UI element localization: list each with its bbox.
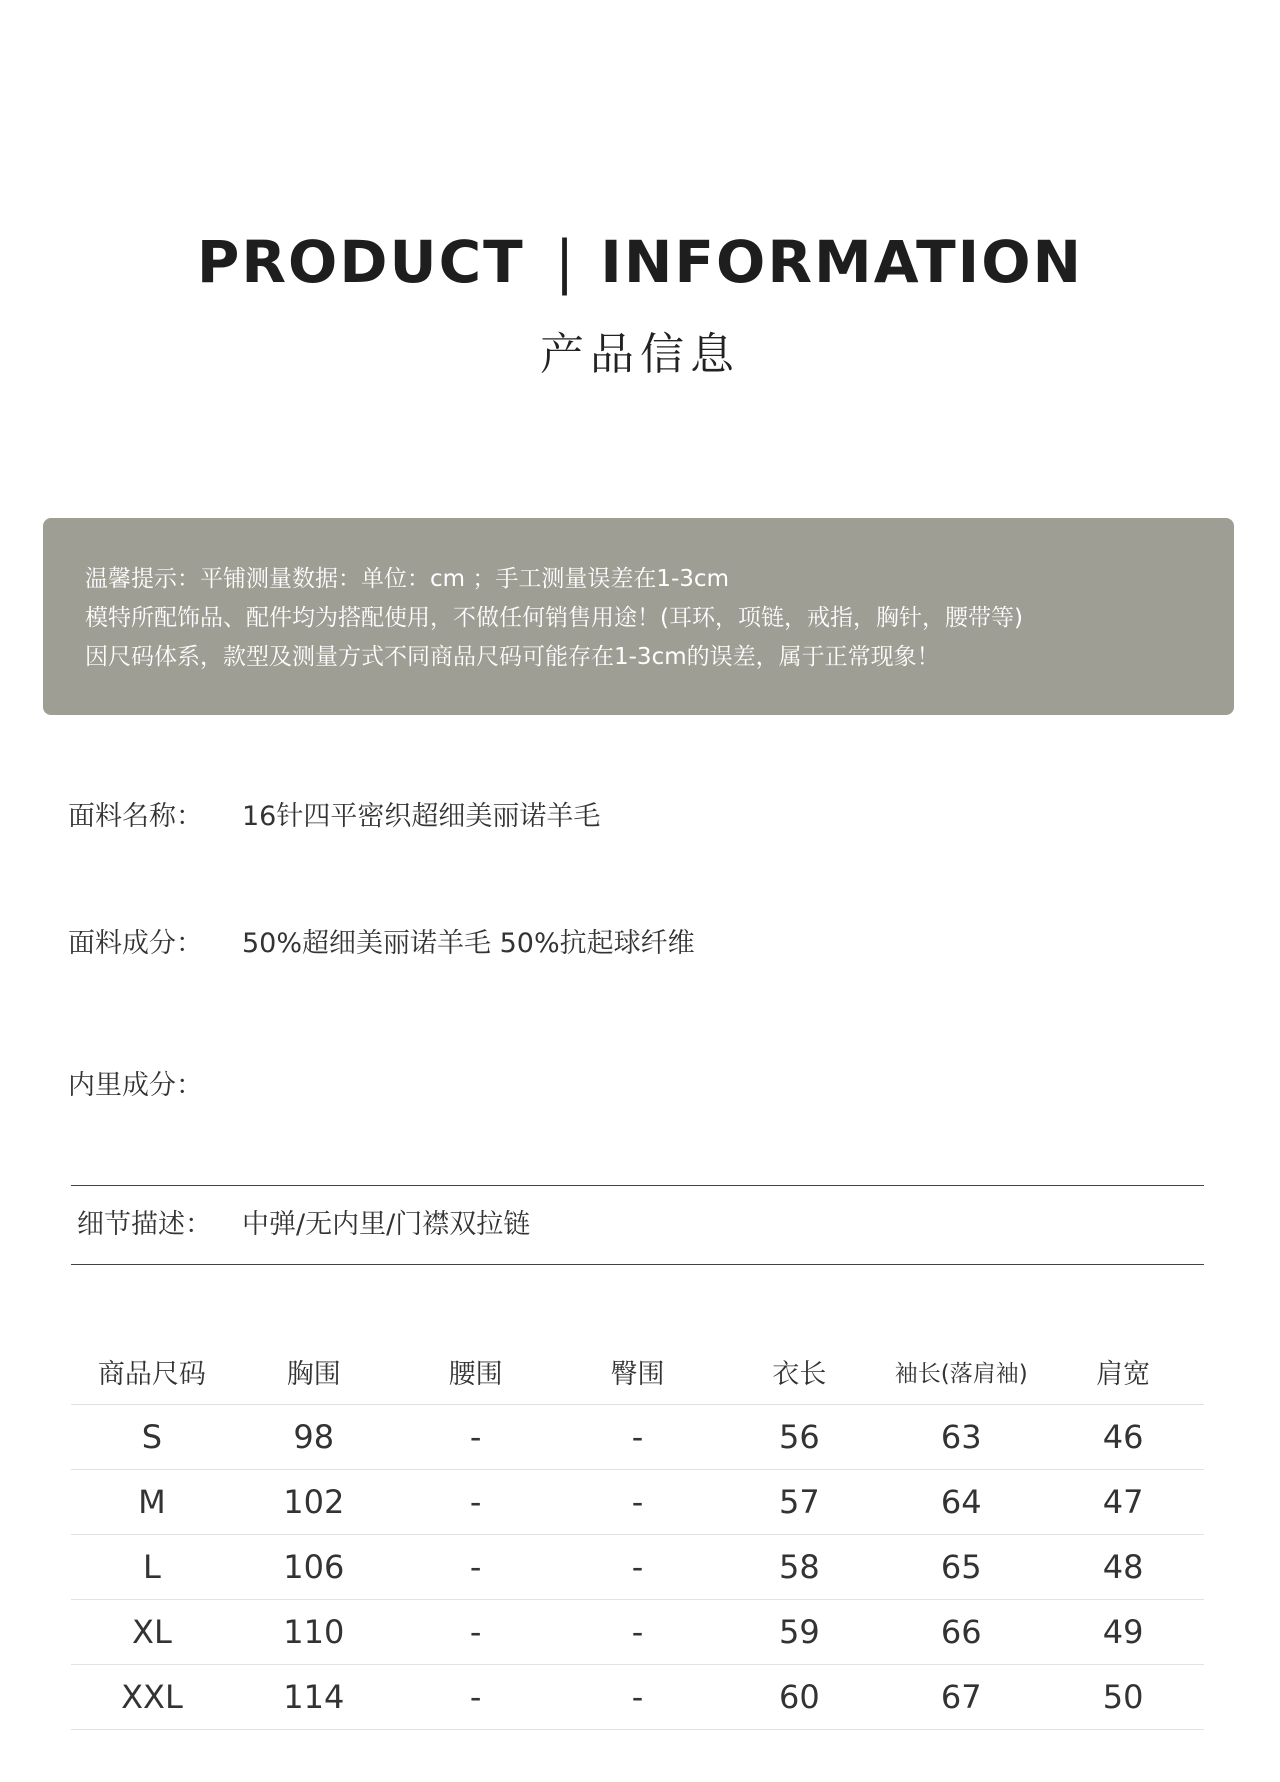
cell-size: S bbox=[141, 1418, 163, 1456]
spec-label: 面料成分： bbox=[68, 928, 203, 959]
title-product: PRODUCT bbox=[196, 228, 525, 296]
page-title bbox=[0, 228, 1280, 296]
table-row bbox=[71, 1600, 1204, 1665]
header-hip: 臀围 bbox=[610, 1358, 665, 1390]
cell-hip: - bbox=[631, 1418, 644, 1456]
cell-shoulder: 48 bbox=[1102, 1548, 1144, 1586]
header-waist: 腰围 bbox=[448, 1358, 503, 1390]
header-size: 商品尺码 bbox=[97, 1358, 206, 1390]
cell-waist: - bbox=[469, 1483, 482, 1521]
cell-chest: 106 bbox=[283, 1548, 345, 1586]
spec-detail bbox=[77, 1202, 530, 1241]
header-sleeve: 袖长(落肩袖) bbox=[894, 1360, 1028, 1387]
spec-label: 面料名称： bbox=[68, 801, 203, 832]
size-table-header bbox=[71, 1338, 1204, 1405]
title-information: INFORMATION bbox=[600, 228, 1084, 296]
title-separator: | bbox=[554, 228, 577, 296]
spec-value: 中弹/无内里/门襟双拉链 bbox=[242, 1209, 531, 1240]
spec-fabric-composition bbox=[68, 921, 695, 960]
cell-sleeve: 67 bbox=[940, 1678, 982, 1716]
notice-line-accessories: 模特所配饰品、配件均为搭配使用，不做任何销售用途！(耳环，项链，戒指，胸针，腰带等) bbox=[85, 605, 1023, 631]
spec-value: 50%超细美丽诺羊毛 50%抗起球纤维 bbox=[242, 928, 695, 959]
spec-value: 16针四平密织超细美丽诺羊毛 bbox=[242, 801, 601, 832]
cell-hip: - bbox=[631, 1613, 644, 1651]
spec-lining-composition bbox=[68, 1063, 242, 1102]
cell-chest: 102 bbox=[283, 1483, 345, 1521]
cell-shoulder: 49 bbox=[1102, 1613, 1144, 1651]
divider-top bbox=[71, 1185, 1204, 1186]
notice-line-measurement: 温馨提示：平铺测量数据：单位：cm ；手工测量误差在1-3cm bbox=[85, 566, 729, 592]
cell-sleeve: 66 bbox=[940, 1613, 982, 1651]
table-row bbox=[71, 1470, 1204, 1535]
cell-size: XL bbox=[132, 1613, 172, 1651]
cell-length: 60 bbox=[779, 1678, 820, 1716]
cell-sleeve: 64 bbox=[940, 1483, 982, 1521]
table-row bbox=[71, 1535, 1204, 1600]
cell-hip: - bbox=[631, 1483, 644, 1521]
header-shoulder: 肩宽 bbox=[1096, 1358, 1151, 1390]
cell-length: 59 bbox=[779, 1613, 820, 1651]
table-row bbox=[71, 1665, 1204, 1730]
spec-fabric-name bbox=[68, 794, 600, 833]
cell-shoulder: 50 bbox=[1102, 1678, 1144, 1716]
cell-size: M bbox=[138, 1483, 166, 1521]
header-chest: 胸围 bbox=[286, 1358, 341, 1390]
cell-waist: - bbox=[469, 1678, 482, 1716]
cell-sleeve: 65 bbox=[940, 1548, 982, 1586]
notice-box bbox=[43, 518, 1234, 715]
cell-chest: 114 bbox=[283, 1678, 345, 1716]
divider-bottom bbox=[71, 1264, 1204, 1265]
notice-line-size-variance: 因尺码体系，款型及测量方式不同商品尺码可能存在1-3cm的误差，属于正常现象！ bbox=[85, 644, 940, 670]
spec-label: 细节描述： bbox=[77, 1209, 212, 1240]
cell-sleeve: 63 bbox=[940, 1418, 982, 1456]
cell-length: 58 bbox=[779, 1548, 820, 1586]
cell-hip: - bbox=[631, 1678, 644, 1716]
cell-size: XXL bbox=[121, 1678, 183, 1716]
cell-shoulder: 47 bbox=[1102, 1483, 1144, 1521]
cell-waist: - bbox=[469, 1548, 482, 1586]
cell-shoulder: 46 bbox=[1102, 1418, 1144, 1456]
header-length: 衣长 bbox=[772, 1358, 827, 1390]
cell-chest: 110 bbox=[283, 1613, 345, 1651]
spec-label: 内里成分： bbox=[68, 1070, 203, 1101]
cell-length: 56 bbox=[779, 1418, 820, 1456]
cell-waist: - bbox=[469, 1418, 482, 1456]
cell-waist: - bbox=[469, 1613, 482, 1651]
cell-chest: 98 bbox=[293, 1418, 335, 1456]
table-row bbox=[71, 1405, 1204, 1470]
cell-hip: - bbox=[631, 1548, 644, 1586]
size-table bbox=[71, 1338, 1204, 1730]
cell-length: 57 bbox=[779, 1483, 820, 1521]
page-subtitle: 产品信息 bbox=[540, 329, 740, 380]
cell-size: L bbox=[143, 1548, 161, 1586]
